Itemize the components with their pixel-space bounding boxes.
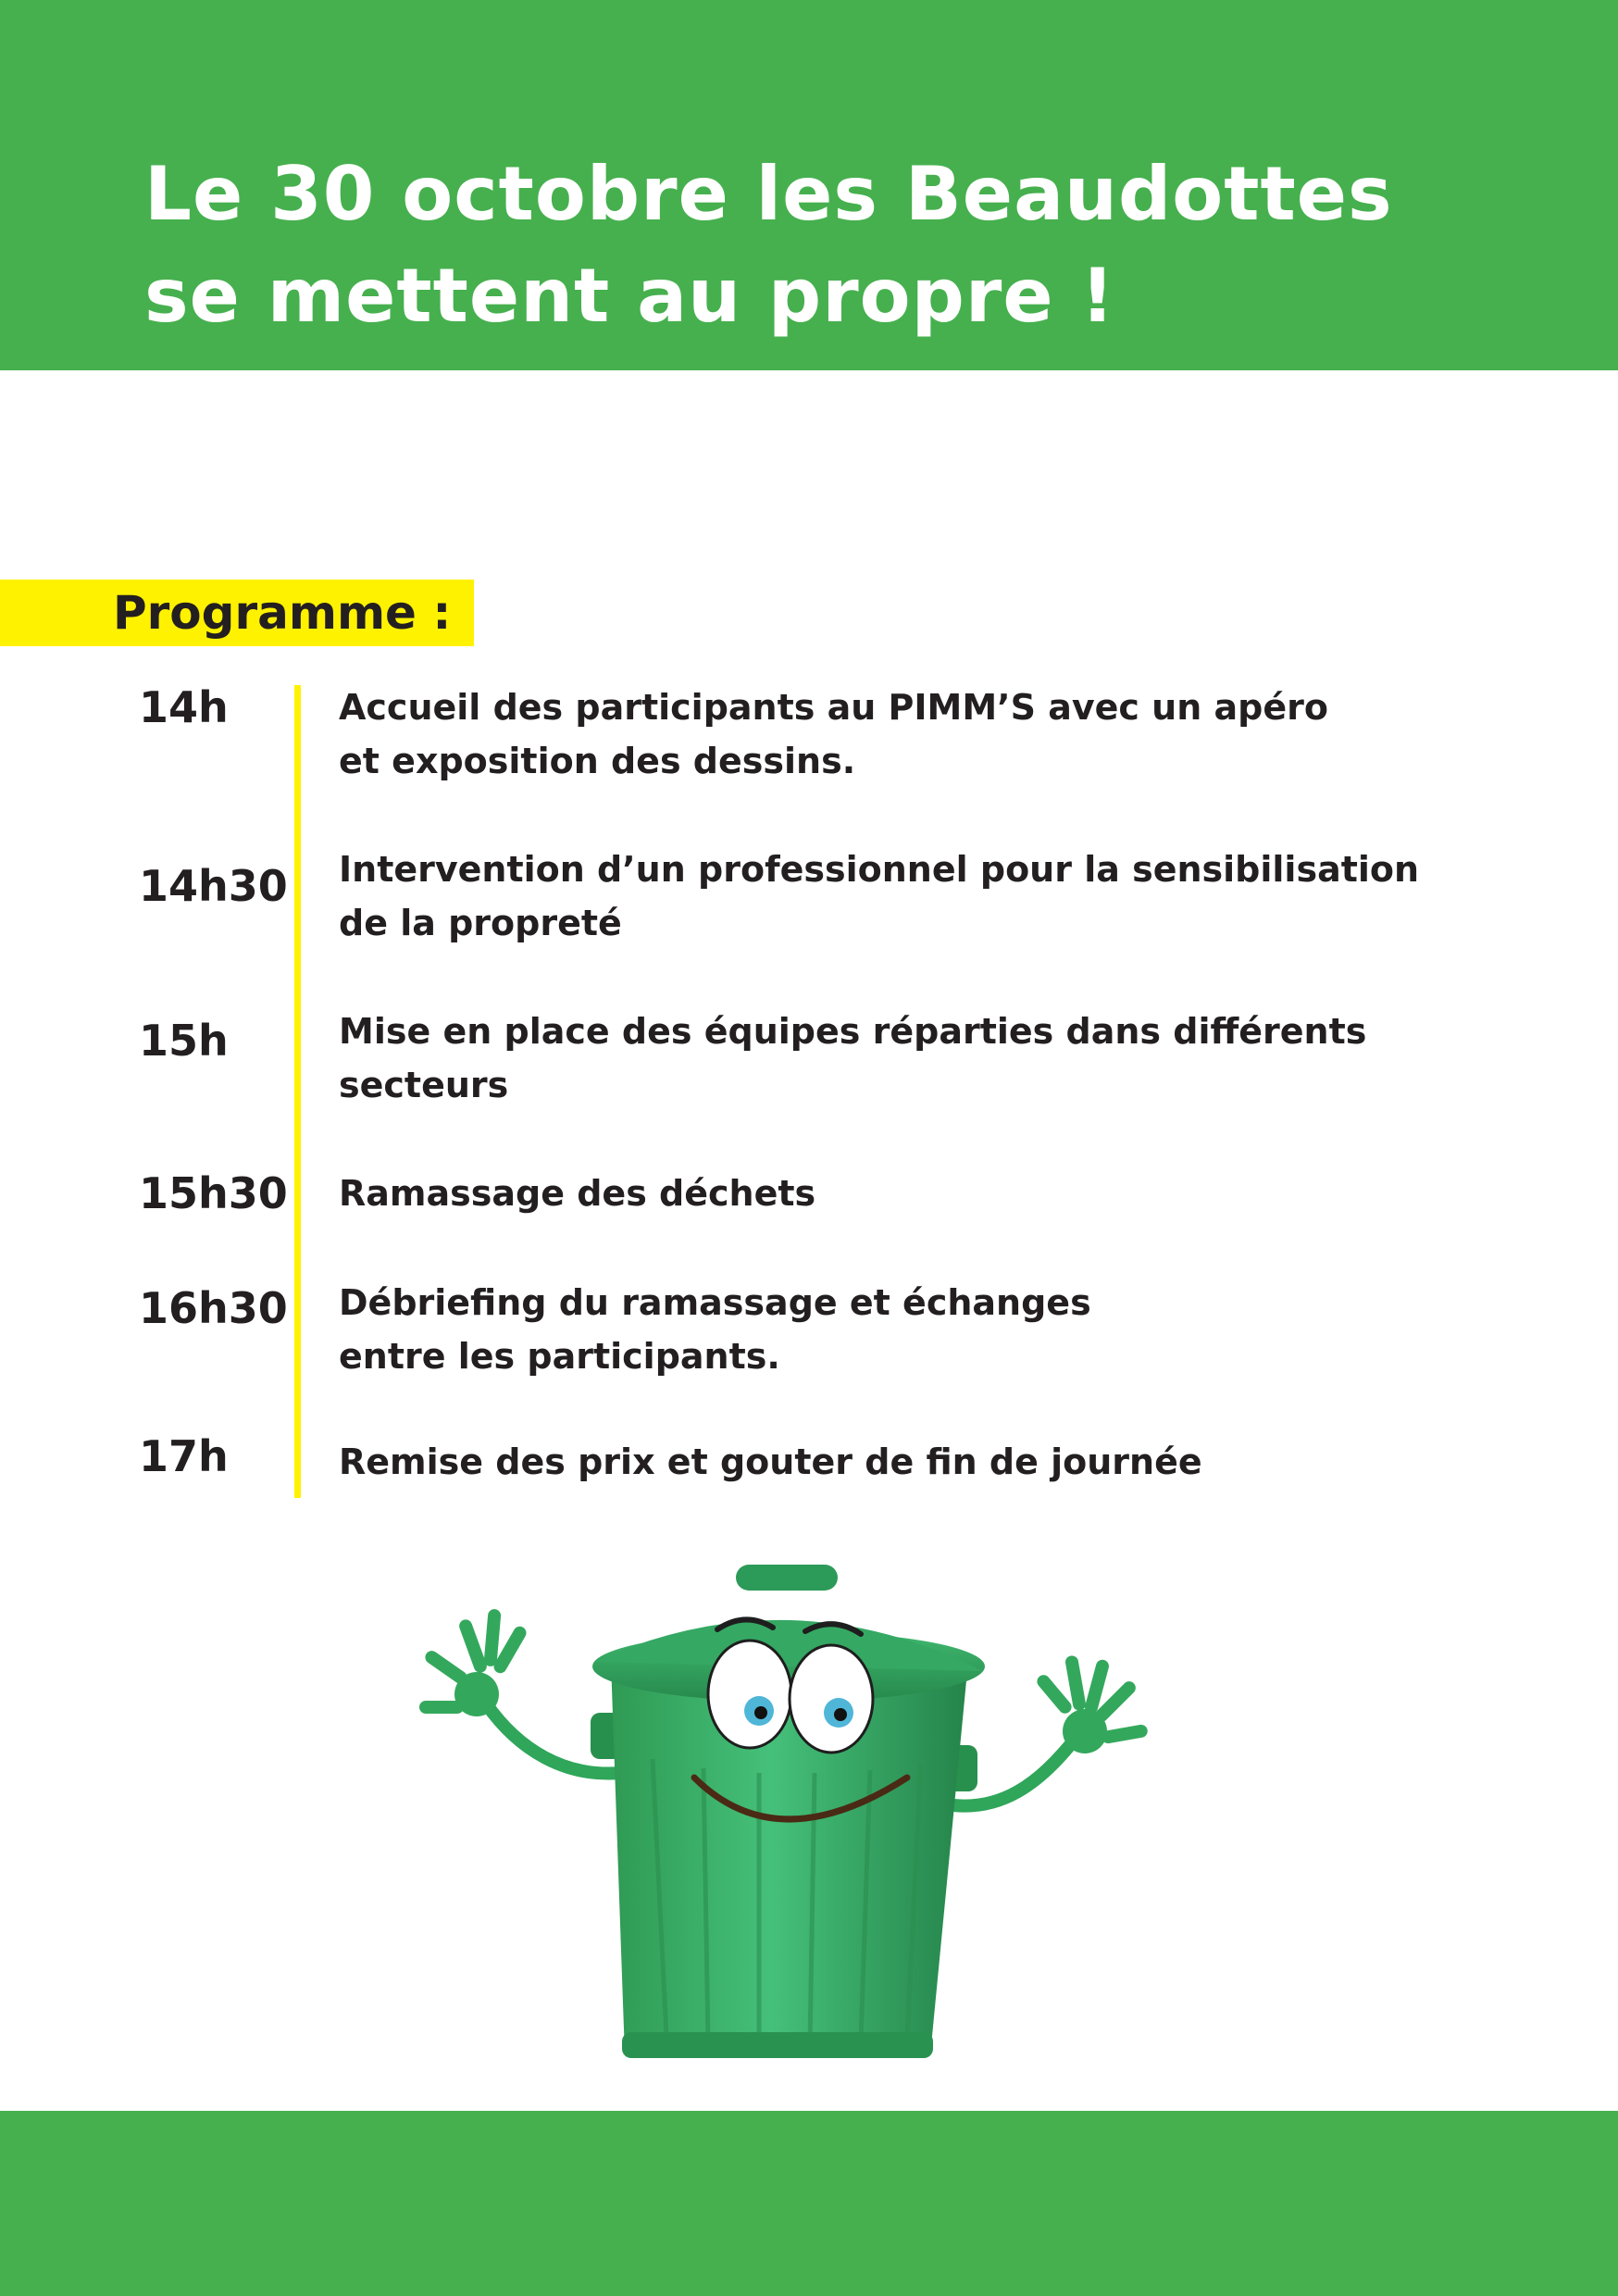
left-arm xyxy=(419,1609,620,1774)
schedule-time: 15h xyxy=(139,1016,229,1066)
page-title-line-1: Le 30 octobre les Beaudottes xyxy=(144,151,1393,237)
schedule-description-line: entre les participants. xyxy=(339,1336,780,1377)
schedule-description-line: Accueil des participants au PIMM’S avec un apéro xyxy=(339,687,1328,728)
schedule-description xyxy=(339,842,1542,950)
schedule-description-line: Intervention d’un professionnel pour la sensibilisation xyxy=(339,849,1420,890)
schedule-description xyxy=(339,1167,1542,1220)
schedule-description-line: Remise des prix et gouter de fin de journée xyxy=(339,1441,1202,1482)
programme-heading: Programme : xyxy=(113,586,452,640)
footer-banner xyxy=(0,2111,1618,2296)
right-arm xyxy=(953,1654,1149,1805)
schedule-time: 17h xyxy=(139,1431,229,1481)
schedule-description xyxy=(339,1276,1542,1383)
schedule-time: 14h xyxy=(139,682,229,732)
page-title-line-2: se mettent au propre ! xyxy=(144,253,1115,339)
page-title xyxy=(144,144,1588,347)
schedule-time: 14h30 xyxy=(139,861,288,911)
schedule-description-line: Débriefing du ramassage et échanges xyxy=(339,1282,1091,1323)
timeline-divider xyxy=(294,685,301,1498)
schedule-time: 16h30 xyxy=(139,1283,288,1333)
schedule-description-line: de la propreté xyxy=(339,903,622,943)
schedule-description xyxy=(339,680,1542,788)
schedule-time: 15h30 xyxy=(139,1168,288,1218)
schedule-description-line: et exposition des dessins. xyxy=(339,741,856,781)
schedule-description-line: Ramassage des déchets xyxy=(339,1173,816,1214)
schedule-description-line: secteurs xyxy=(339,1065,509,1105)
schedule-description-line: Mise en place des équipes réparties dans différents xyxy=(339,1011,1367,1052)
smiling-trash-can-mascot-icon xyxy=(389,1555,1185,2092)
schedule-description xyxy=(339,1004,1542,1112)
schedule-description xyxy=(339,1435,1542,1489)
